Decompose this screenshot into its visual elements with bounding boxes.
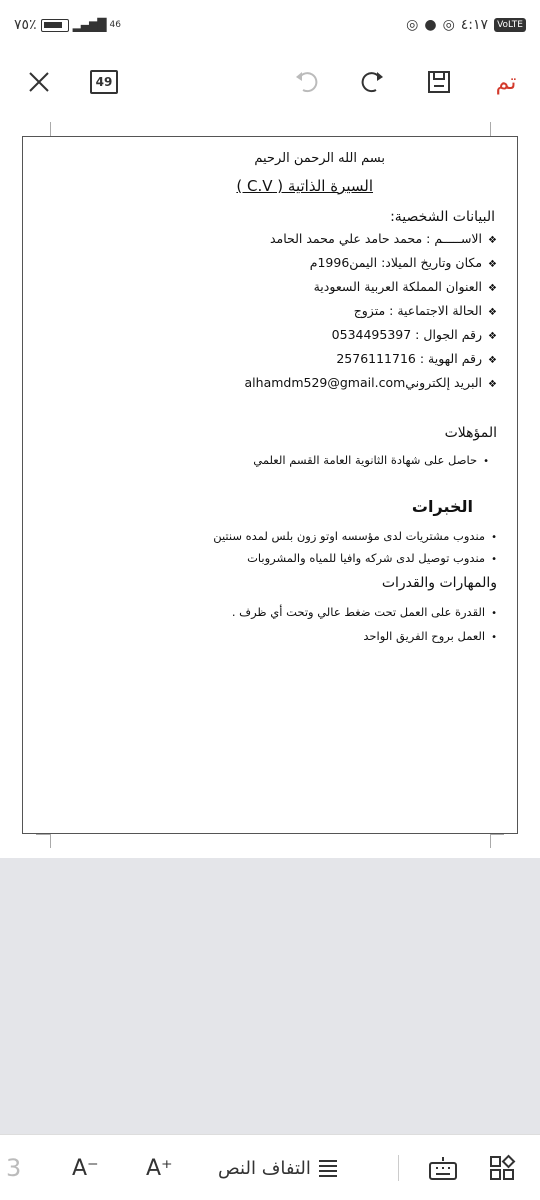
bullet-icon: ❖ [488,307,497,318]
grid-icon [488,1154,516,1182]
undo-button[interactable] [290,64,324,100]
personal-item: ❖البريد إلكترونيalhamdm529@gmail.com [244,375,497,390]
divider [398,1155,399,1181]
bullet-icon: ❖ [488,283,497,294]
whatsapp-icon: ◎ [406,17,419,33]
bismillah-text: بسم الله الرحمن الرحيم [254,151,385,166]
text-wrap-label: التفاف النص [218,1157,311,1179]
text-wrap-button[interactable] [218,1153,339,1183]
save-button[interactable] [422,64,456,100]
network-type: 46 [109,20,121,30]
skill-item: •القدرة على العمل تحت ضغط عالي وتحت أي ظرف . [231,605,497,619]
done-button[interactable]: تم [495,69,517,95]
signal-icon: ▂▄▆█ [72,18,106,32]
page-count-badge[interactable]: 49 [90,70,118,94]
qualification-item: •حاصل على شهادة الثانوية العامة القسم العلمي [253,453,489,467]
close-icon [27,70,51,94]
redo-icon [359,69,385,95]
bullet-icon: ❖ [488,379,497,390]
bullet-icon: • [491,608,497,619]
personal-item: ❖الحالة الاجتماعية : متزوج [353,303,497,318]
partial-tool-label[interactable]: 3 [6,1154,22,1182]
keyboard-icon [428,1155,458,1181]
redo-button[interactable] [355,64,389,100]
tools-menu-button[interactable] [488,1153,516,1183]
volte-badge: VoLTE [494,18,526,32]
bullet-icon: ❖ [488,259,497,270]
crop-mark [50,122,51,136]
experience-item: •مندوب توصيل لدى شركه وافيا للمياه والمشروبات [247,551,497,565]
close-button[interactable] [22,64,56,100]
bullet-icon: • [483,456,489,467]
editor-toolbar [0,50,540,116]
cv-title: السيرة الذاتية ( C.V ) [236,177,373,195]
crop-mark [490,834,491,848]
crop-mark [50,834,51,848]
battery-icon [41,19,69,32]
skills-heading: والمهارات والقدرات [381,575,497,591]
whatsapp-icon-2: ◎ [442,17,455,33]
personal-item: ❖رقم الجوال : 0534495397 [331,327,497,342]
bullet-icon: • [491,632,497,643]
personal-heading: البيانات الشخصية: [390,209,495,225]
increase-font-button[interactable]: A⁺ [146,1155,173,1181]
status-right [406,17,526,33]
notification-icon: ● [424,17,437,33]
status-bar [0,0,540,50]
save-icon [426,69,452,95]
experience-heading: الخبرات [411,497,473,516]
bullet-icon: • [491,532,497,543]
status-left [14,17,121,33]
format-bottom-bar [0,1134,540,1200]
personal-item: ❖رقم الهوية : 2576111716 [336,351,497,366]
clock-time: ٤:١٧ [460,17,489,33]
decrease-font-button[interactable]: A⁻ [72,1155,99,1181]
text-wrap-icon [317,1158,339,1178]
bullet-icon: ❖ [488,331,497,342]
battery-percent: ٧٥٪ [14,17,37,33]
personal-item: ❖العنوان المملكة العربية السعودية [313,279,497,294]
skill-item: •العمل بروح الفريق الواحد [363,629,497,643]
personal-item: ❖مكان وتاريخ الميلاد: اليمن1996م [309,255,497,270]
experience-item: •مندوب مشتريات لدى مؤسسه اوتو زون بلس لمده سنتين [213,529,497,543]
crop-mark [36,834,50,835]
crop-mark [490,122,491,136]
undo-icon [294,69,320,95]
bullet-icon: ❖ [488,235,497,246]
keyboard-button[interactable] [428,1153,458,1183]
bullet-icon: ❖ [488,355,497,366]
bullet-icon: • [491,554,497,565]
crop-mark [490,834,504,835]
qualifications-heading: المؤهلات [444,425,497,441]
personal-item: ❖الاســـــم : محمد حامد علي محمد الحامد [269,231,497,246]
document-page[interactable] [22,136,518,834]
